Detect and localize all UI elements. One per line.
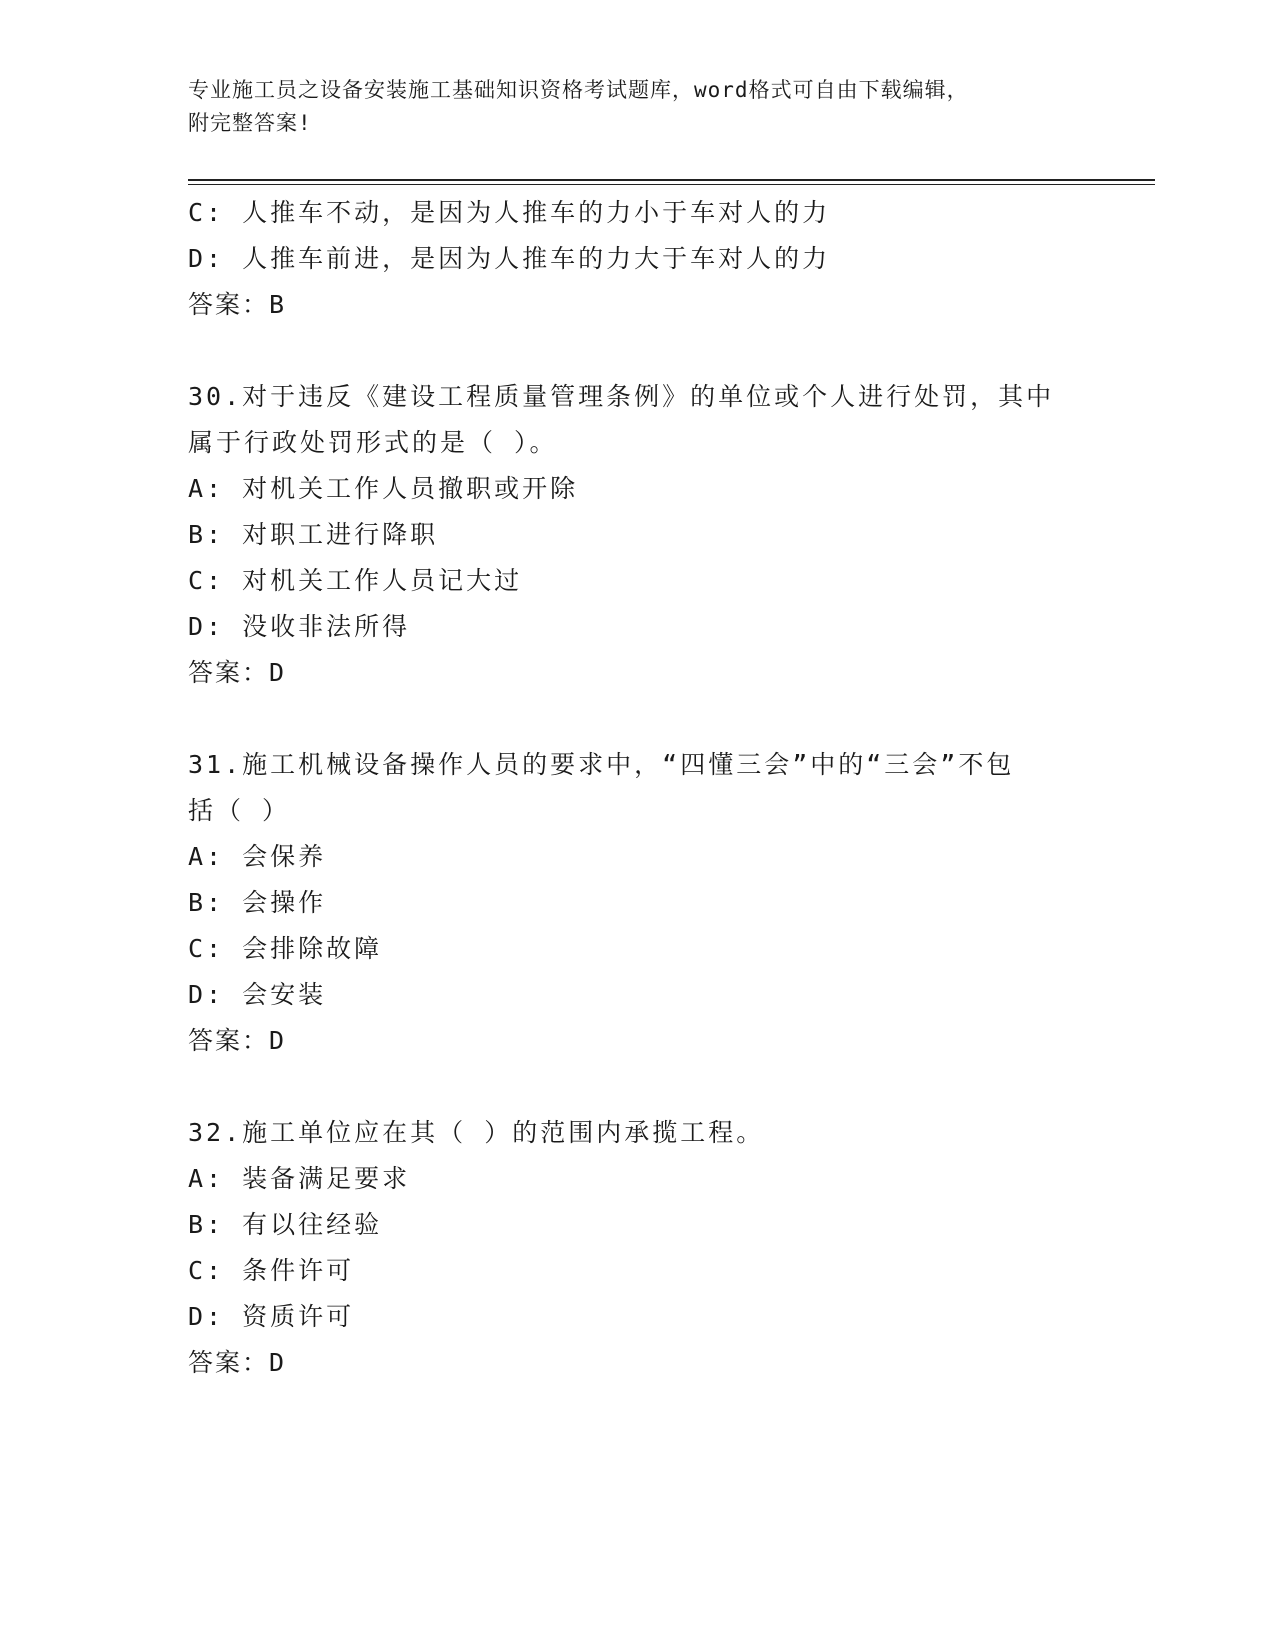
- answer: 答案：D: [188, 1026, 287, 1055]
- question-stem-continued: 属于行政处罚形式的是（ ）。: [188, 428, 558, 457]
- answer: 答案：D: [188, 1348, 287, 1377]
- document-header: [188, 74, 1068, 140]
- question-list: [188, 190, 1108, 1386]
- header-rule-thick: [188, 179, 1155, 181]
- header-line-1: 专业施工员之设备安装施工基础知识资格考试题库，word格式可自由下载编辑，: [188, 78, 969, 102]
- question-stem-continued: 括（ ）: [188, 796, 291, 825]
- option-d: D: 人推车前进，是因为人推车的力大于车对人的力: [188, 244, 831, 273]
- option-d: D: 会安装: [188, 980, 327, 1009]
- option-c: C: 会排除故障: [188, 934, 383, 963]
- option-d: D: 资质许可: [188, 1302, 355, 1331]
- option-b: B: 对职工进行降职: [188, 520, 439, 549]
- question-stem: 30.对于违反《建设工程质量管理条例》的单位或个人进行处罚，其中: [188, 382, 1055, 411]
- answer: 答案：B: [188, 290, 287, 319]
- continued-question: [188, 190, 1108, 328]
- question-30: [188, 374, 1108, 696]
- question-32: [188, 1110, 1108, 1386]
- option-a: A: 装备满足要求: [188, 1164, 411, 1193]
- option-c: C: 人推车不动，是因为人推车的力小于车对人的力: [188, 198, 831, 227]
- header-line-2: 附完整答案!: [188, 111, 312, 135]
- question-stem: 31.施工机械设备操作人员的要求中，“四懂三会”中的“三会”不包: [188, 750, 1015, 779]
- option-c: C: 条件许可: [188, 1256, 355, 1285]
- question-stem: 32.施工单位应在其（ ）的范围内承揽工程。: [188, 1118, 765, 1147]
- option-b: B: 有以往经验: [188, 1210, 383, 1239]
- option-d: D: 没收非法所得: [188, 612, 411, 641]
- option-a: A: 会保养: [188, 842, 327, 871]
- option-b: B: 会操作: [188, 888, 327, 917]
- spacer: [188, 328, 1108, 374]
- question-31: [188, 742, 1108, 1064]
- spacer: [188, 696, 1108, 742]
- answer: 答案：D: [188, 658, 287, 687]
- header-rule-thin: [188, 184, 1155, 185]
- spacer: [188, 1064, 1108, 1110]
- option-a: A: 对机关工作人员撤职或开除: [188, 474, 579, 503]
- option-c: C: 对机关工作人员记大过: [188, 566, 523, 595]
